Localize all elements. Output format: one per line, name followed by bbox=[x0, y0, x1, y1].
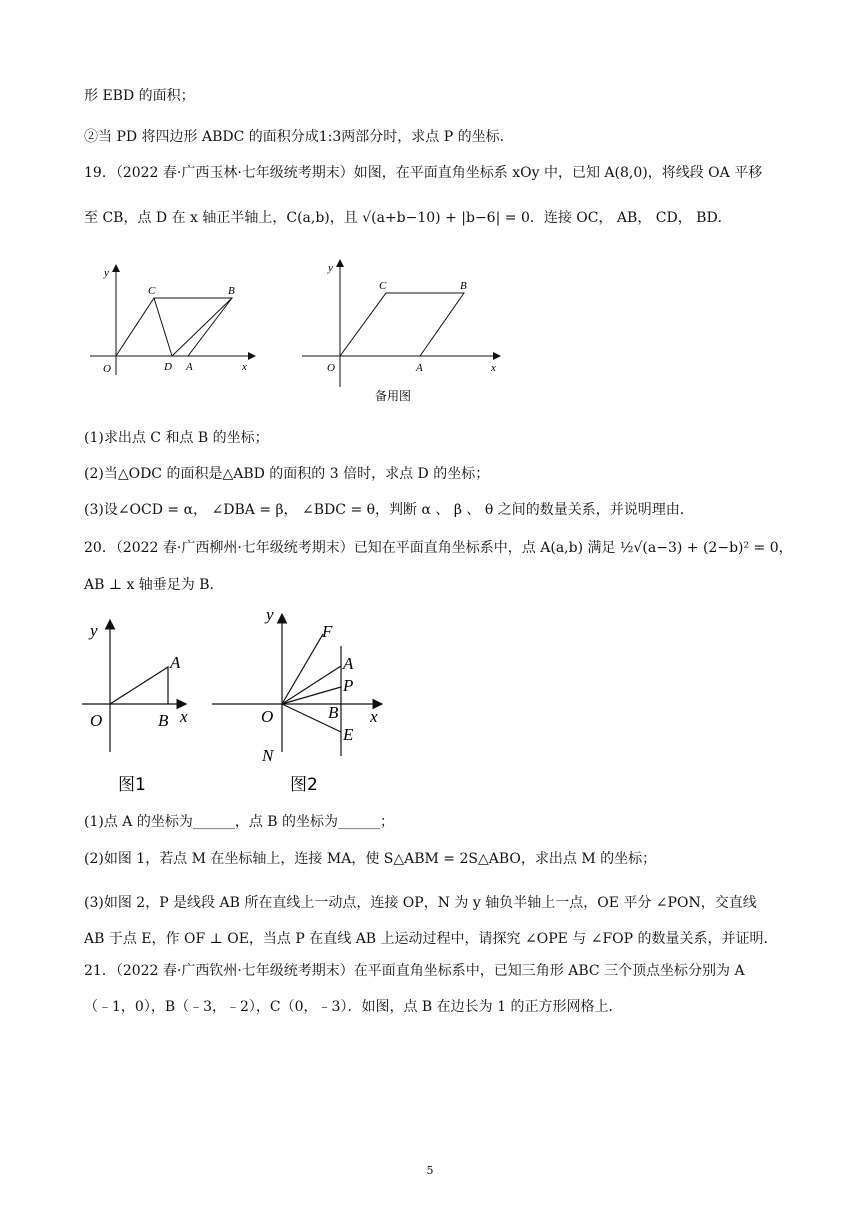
figure-caption: 图1 bbox=[118, 775, 146, 795]
question-21-stem: 21．（2022 春·广西钦州·七年级统考期末）在平面直角坐标系中，已知三角形 ABC 三个顶点坐标分别为 A bbox=[84, 963, 745, 979]
question-20-stem: 20．（2022 春·广西柳州·七年级统考期末）已知在平面直角坐标系中，点 A(a,b) 满足 ½√(a−3) + (2−b)² = 0， bbox=[84, 540, 793, 556]
origin-label: O bbox=[90, 711, 103, 730]
y-axis-label: y bbox=[90, 621, 98, 640]
text-line: (3)如图 2，P 是线段 AB 所在直线上一动点，连接 OP，N 为 y 轴负半轴上一点，OE 平分 ∠PON，交直线 bbox=[84, 895, 757, 911]
x-axis-label: x bbox=[180, 707, 188, 726]
text-line: （﹣1，0），B（﹣3，﹣2），C（0，﹣3）．如图，点 B 在边长为 1 的正方形网格上． bbox=[84, 999, 623, 1015]
y-axis-label: y bbox=[104, 267, 109, 279]
point-b-label: B bbox=[460, 280, 467, 292]
point-a-label: A bbox=[343, 654, 354, 673]
text-line: 形 EBD 的面积； bbox=[84, 88, 195, 104]
x-axis-label: x bbox=[242, 361, 247, 373]
point-c-label: C bbox=[148, 285, 156, 297]
figure-caption: 图2 bbox=[290, 775, 318, 795]
figure-caption: 备用图 bbox=[375, 389, 412, 403]
origin-label: O bbox=[261, 707, 274, 726]
text-line: AB ⊥ x 轴垂足为 B． bbox=[84, 577, 224, 593]
x-axis-label: x bbox=[370, 707, 378, 726]
q20-figure-1 bbox=[80, 612, 200, 797]
point-b-label: B bbox=[328, 703, 339, 722]
point-f-label: F bbox=[322, 622, 333, 641]
text-line: AB 于点 E，作 OF ⊥ OE，当点 P 在直线 AB 上运动过程中，请探究 ∠OPE 与 ∠FOP 的数量关系，并证明． bbox=[84, 931, 778, 947]
point-a-label: A bbox=[416, 362, 423, 374]
page-number: 5 bbox=[426, 1164, 434, 1177]
text-line: (3)设∠OCD = α， ∠DBA = β， ∠BDC = θ，判断 α 、 β 、 θ 之间的数量关系，并说明理由． bbox=[84, 502, 694, 518]
text-line: 至 CB，点 D 在 x 轴正半轴上，C(a,b)，且 √(a+b−10) + |b−6| = 0．连接 OC， AB， CD， BD． bbox=[84, 210, 732, 226]
text-line: ②当 PD 将四边形 ABDC 的面积分成1:3两部分时，求点 P 的坐标． bbox=[84, 129, 514, 145]
question-19-stem: 19．（2022 春·广西玉林·七年级统考期末）如图，在平面直角坐标系 xOy 中，已知 A(8,0)，将线段 OA 平移 bbox=[84, 165, 763, 181]
y-axis-label: y bbox=[328, 262, 333, 274]
origin-label: O bbox=[327, 362, 335, 374]
point-a-label: A bbox=[170, 653, 181, 672]
point-b-label: B bbox=[228, 285, 235, 297]
text-line: (1)求出点 C 和点 B 的坐标； bbox=[84, 430, 269, 446]
y-axis-label: y bbox=[266, 605, 274, 624]
q20-figure-2 bbox=[210, 604, 390, 799]
point-b-label: B bbox=[158, 711, 169, 730]
point-a-label: A bbox=[186, 361, 193, 373]
text-line: (2)当△ODC 的面积是△ABD 的面积的 3 倍时，求点 D 的坐标； bbox=[84, 466, 490, 482]
point-p-label: P bbox=[343, 676, 354, 695]
x-axis-label: x bbox=[491, 362, 496, 374]
text-line: (1)点 A 的坐标为______，点 B 的坐标为______； bbox=[84, 814, 395, 830]
text-line: (2)如图 1，若点 M 在坐标轴上，连接 MA，使 S△ABM = 2S△ABO，求出点 M 的坐标； bbox=[84, 851, 657, 867]
point-e-label: E bbox=[343, 725, 354, 744]
point-c-label: C bbox=[379, 280, 387, 292]
point-d-label: D bbox=[164, 361, 172, 373]
q19-figure bbox=[90, 260, 270, 380]
point-n-label: N bbox=[262, 746, 274, 765]
origin-label: O bbox=[103, 363, 111, 375]
q19-backup-figure bbox=[302, 255, 507, 410]
